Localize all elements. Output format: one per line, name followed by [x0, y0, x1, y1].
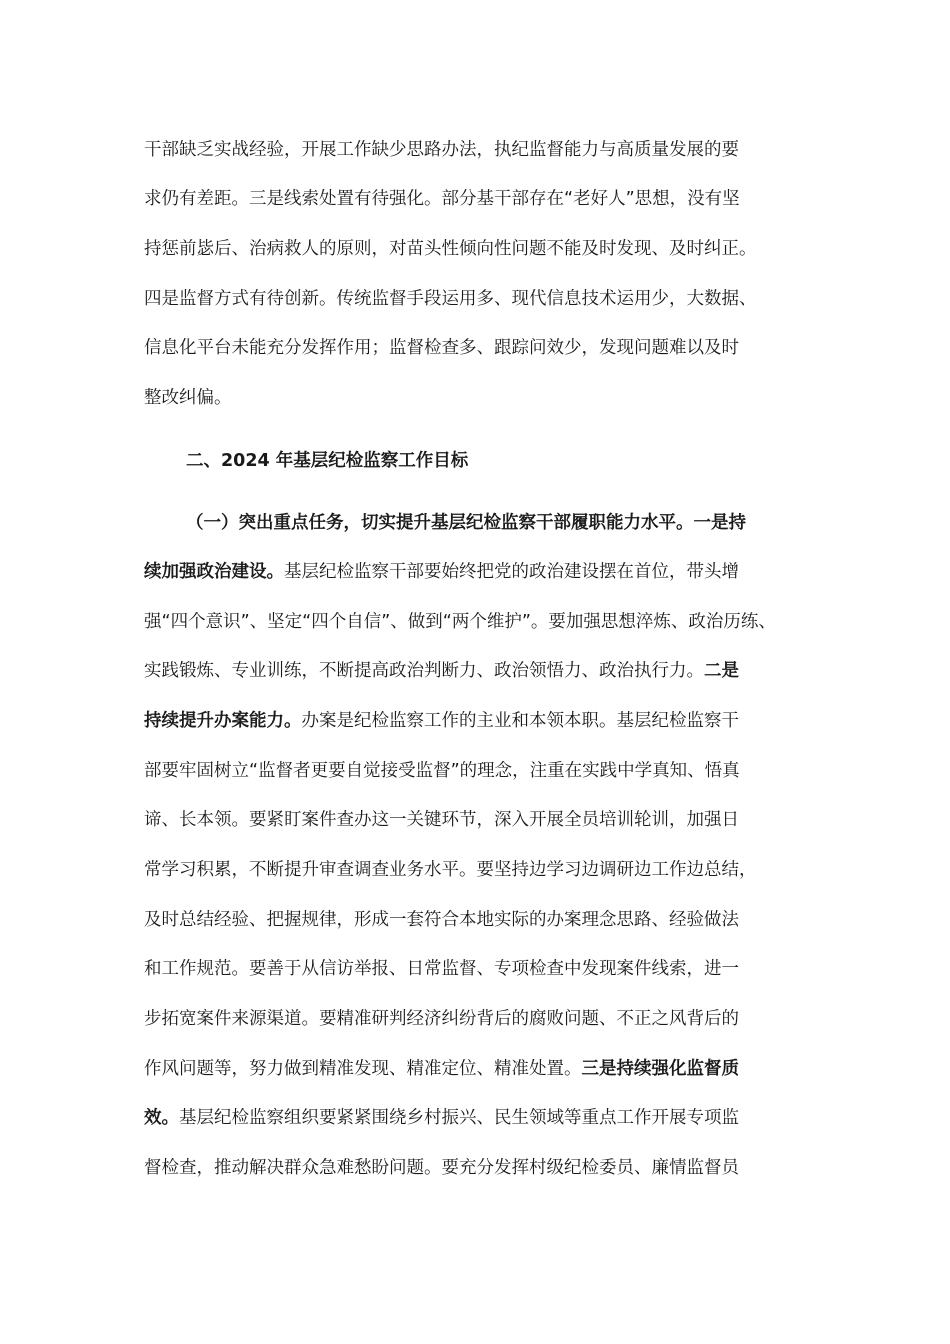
- text-line: [144, 657, 739, 685]
- text-line: 持惩前毖后、治病救人的原则，对苗头性倾向性问题不能及时发现、及时纠正。: [144, 239, 757, 259]
- section-heading: 二、2024 年基层纪检监察工作目标: [186, 451, 469, 471]
- text-line: [144, 707, 739, 735]
- text-run: 基层纪检监察组织要紧紧围绕乡村振兴、民生领域等重点工作开展专项监: [179, 1108, 739, 1128]
- text-line: [144, 1104, 739, 1132]
- text-run: 作风问题等，努力做到精准发现、精准定位、精准处置。: [144, 1059, 582, 1079]
- text-line: 督检查，推动解决群众急难愁盼问题。要充分发挥村级纪检委员、廉情监督员: [144, 1158, 739, 1178]
- bold-run: 续加强政治建设。: [144, 562, 284, 582]
- bold-run: 三是持续强化监督质: [581, 1059, 739, 1079]
- text-line: 求仍有差距。三是线索处置有待强化。部分基干部存在“老好人”思想，没有坚: [144, 189, 740, 209]
- text-run: 基层纪检监察干部要始终把党的政治建设摆在首位，带头增: [284, 562, 739, 582]
- text-line: 干部缺乏实战经验，开展工作缺少思路办法，执纪监督能力与高质量发展的要: [144, 140, 739, 160]
- text-line: 整改纠偏。: [144, 388, 232, 408]
- text-line: 强“四个意识”、坚定“四个自信”、做到“两个维护”。要加强思想淬炼、政治历练、: [144, 612, 776, 632]
- bold-run: 持续提升办案能力。: [144, 711, 302, 731]
- text-line: 谛、长本领。要紧盯案件查办这一关键环节，深入开展全员培训轮训，加强日: [144, 810, 739, 830]
- text-line: [144, 1055, 739, 1083]
- text-line: 常学习积累，不断提升审查调查业务水平。要坚持边学习边调研边工作边总结，: [144, 860, 757, 880]
- text-line: 及时总结经验、把握规律，形成一套符合本地实际的办案理念思路、经验做法: [144, 910, 739, 930]
- text-line: [144, 558, 739, 586]
- text-run: 办案是纪检监察工作的主业和本领本职。基层纪检监察干: [301, 711, 739, 731]
- bold-run: 效。: [144, 1108, 179, 1128]
- text-line: 步拓宽案件来源渠道。要精准研判经济纠纷背后的腐败问题、不正之风背后的: [144, 1009, 739, 1029]
- text-line: 部要牢固树立“监督者更要自觉接受监督”的理念，注重在实践中学真知、悟真: [144, 761, 740, 781]
- text-line: 四是监督方式有待创新。传统监督手段运用多、现代信息技术运用少，大数据、: [144, 289, 757, 309]
- text-line: （一）突出重点任务，切实提升基层纪检监察干部履职能力水平。一是持: [186, 513, 746, 533]
- text-run: 实践锻炼、专业训练，不断提高政治判断力、政治领悟力、政治执行力。: [144, 661, 704, 681]
- bold-run: 二是: [704, 661, 739, 681]
- text-line: 信息化平台未能充分发挥作用；监督检查多、跟踪问效少，发现问题难以及时: [144, 338, 739, 358]
- text-line: 和工作规范。要善于从信访举报、日常监督、专项检查中发现案件线索，进一: [144, 959, 739, 979]
